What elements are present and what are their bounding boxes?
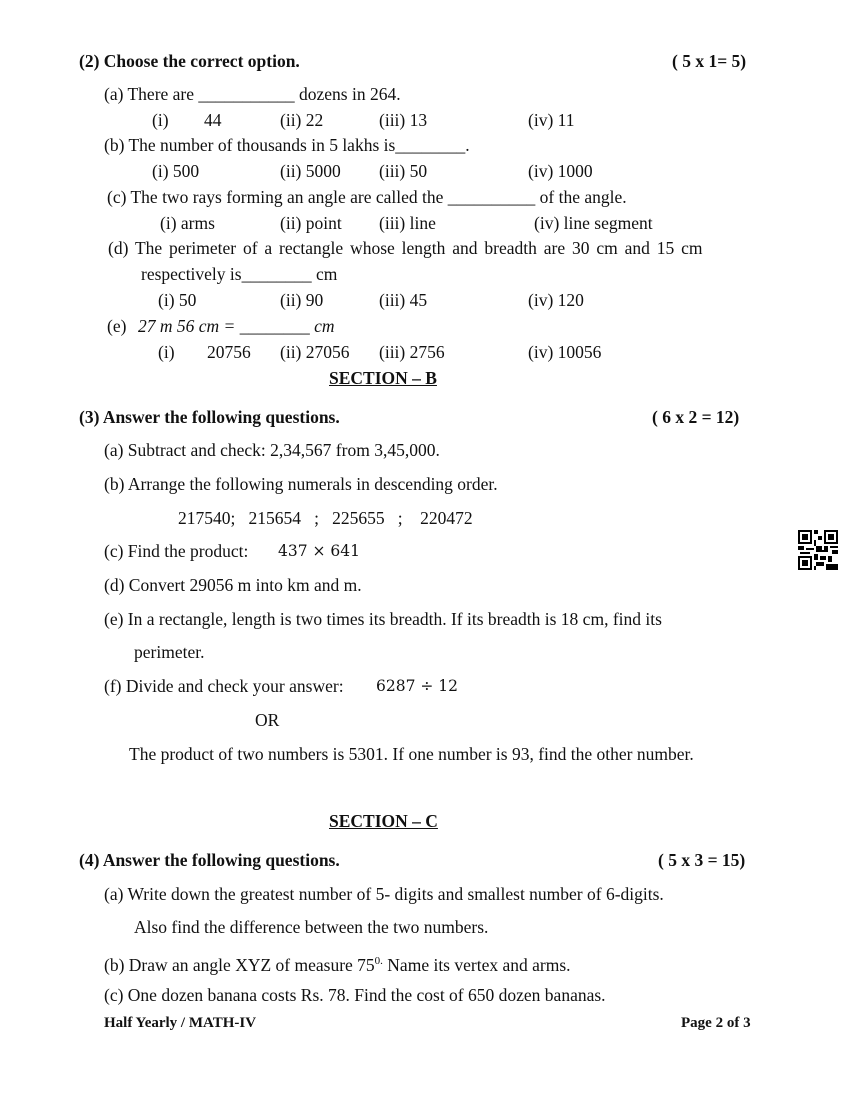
q4-marks: ( 5 x 3 = 15) [658,850,746,870]
q2e-expr: 27 m 56 cm = ________ cm [138,316,335,336]
option: (iii) 13 [379,110,428,130]
option: (iii) 2756 [379,342,445,362]
q2b-text: (b) The number of thousands in 5 lakhs is________. [104,135,470,155]
option: (ii) 5000 [280,161,341,181]
option: (iv) 1000 [528,161,593,181]
q4b-main: (b) Draw an angle XYZ of measure 75 [104,954,375,975]
q2e-label: (e) [107,316,127,336]
option: (ii) 27056 [280,342,350,362]
option: (i) 500 [152,161,200,181]
q3e-text: (e) In a rectangle, length is two times its breadth. If its breadth is 18 cm, find its [104,609,662,629]
option: (ii) 22 [280,110,324,130]
option: (i) [152,110,169,130]
option: (iii) 45 [379,290,428,310]
q4-title: (4) Answer the following questions. [79,850,340,870]
footer-right: Page 2 of 3 [681,1015,751,1031]
q2-marks: ( 5 x 1= 5) [672,51,747,71]
q4b-sup: 0. [374,955,383,967]
q3-marks: ( 6 x 2 = 12) [652,407,740,427]
q3f-alt-text: The product of two numbers is 5301. If one number is 93, find the other number. [129,744,694,764]
q3c-expr: 437 × 641 [278,542,361,560]
option: (i) [158,342,175,362]
section-b-heading: SECTION – B [329,368,437,388]
section-c-heading: SECTION – C [329,811,438,831]
or-label: OR [255,710,280,730]
option: (ii) point [280,213,342,233]
option: (ii) 90 [280,290,324,310]
q3c-text: (c) Find the product: [104,541,249,561]
option: (iv) 11 [528,110,575,130]
option: (iv) 10056 [528,342,602,362]
q2-title: (2) Choose the correct option. [79,51,300,71]
q3b-text: (b) Arrange the following numerals in descending order. [104,474,498,494]
q3d-text: (d) Convert 29056 m into km and m. [104,575,362,595]
option: 20756 [207,342,251,362]
option: (i) arms [160,213,215,233]
q2d-text: (d) The perimeter of a rectangle whose length and breadth are 30 cm and 15 cm [108,238,703,258]
q2a-text: (a) There are ___________ dozens in 264. [104,84,401,104]
qr-code-icon [798,530,838,570]
q3a-text: (a) Subtract and check: 2,34,567 from 3,45,000. [104,440,440,460]
q4a-text: (a) Write down the greatest number of 5- digits and smallest number of 6-digits. [104,884,664,904]
q3e-text2: perimeter. [134,642,205,662]
option: (iii) line [379,213,436,233]
q2c-text: (c) The two rays forming an angle are called the __________ of the angle. [107,187,627,207]
q3f-expr: 6287 ÷ 12 [376,677,459,695]
q4b-rest: Name its vertex and arms. [382,954,571,975]
q3-title: (3) Answer the following questions. [79,407,340,427]
q4b-text [104,951,571,975]
option: 44 [204,110,222,130]
q3b-numbers: 217540; 215654 ; 225655 ; 220472 [178,508,473,528]
option: (iv) line segment [534,213,653,233]
footer-left: Half Yearly / MATH-IV [104,1015,257,1031]
option: (iv) 120 [528,290,584,310]
q4a-text2: Also find the difference between the two numbers. [134,917,489,937]
q4c-text: (c) One dozen banana costs Rs. 78. Find the cost of 650 dozen bananas. [104,985,606,1005]
option: (i) 50 [158,290,197,310]
q3f-text: (f) Divide and check your answer: [104,676,344,696]
option: (iii) 50 [379,161,428,181]
q2d-text2: respectively is________ cm [141,264,338,284]
